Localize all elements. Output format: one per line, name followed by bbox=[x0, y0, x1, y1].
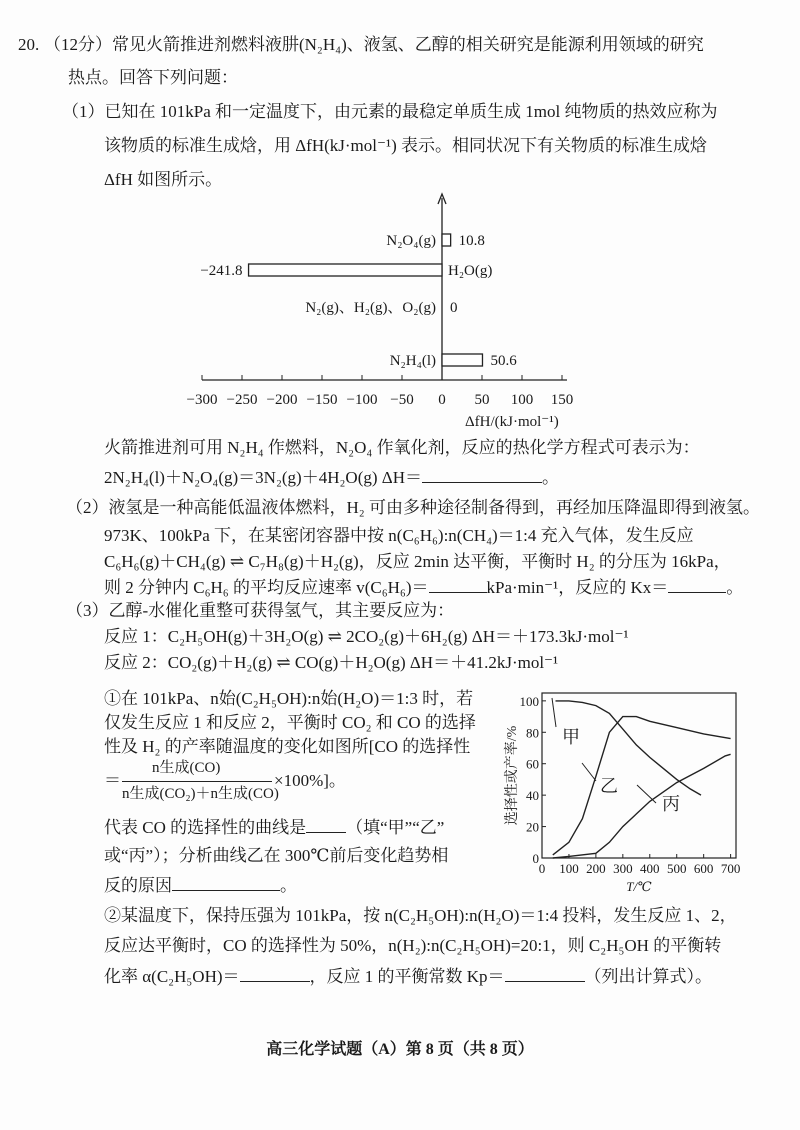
x-tick-label: 500 bbox=[666, 861, 687, 876]
x-tick-label: −300 bbox=[186, 392, 218, 408]
fraction-numerator: n生成(CO) bbox=[152, 760, 221, 776]
kx-answer-blank[interactable] bbox=[668, 576, 726, 593]
series-leader-line bbox=[637, 785, 656, 803]
bar-category-label: N₂(g)、H₂(g)、O₂(g) bbox=[305, 300, 436, 316]
question-text-line: 热点。回答下列问题： bbox=[68, 68, 238, 87]
part1-equation bbox=[104, 466, 559, 489]
kx-question: kPa·min⁻¹，反应的 Kx＝ bbox=[486, 578, 669, 597]
page-footer: 高三化学试题（A）第 8 页（共 8 页） bbox=[266, 1041, 534, 1058]
conversion-question: 化率 α(C₂H₅OH)＝ bbox=[104, 967, 240, 986]
x-tick-label: 100 bbox=[510, 392, 534, 408]
conversion-answer-blank[interactable] bbox=[240, 965, 310, 982]
x-tick-label: 150 bbox=[550, 392, 574, 408]
question-text-line: 该物质的标准生成焓，用 ΔfH(kJ·mol⁻¹) 表示。相同状况下有关物质的标准生成焓 bbox=[104, 136, 707, 155]
series-label: 乙 bbox=[600, 776, 618, 796]
x-tick-label: 700 bbox=[720, 861, 741, 876]
part2-text: C₆H₆(g)＋CH₄(g) ⇌ C₇H₈(g)＋H₂(g)，反应 2min 达平衡，平衡时 H₂ 的分压为 16kPa， bbox=[104, 552, 731, 571]
series-leader-line bbox=[552, 698, 556, 727]
x-tick-label: −150 bbox=[306, 392, 338, 408]
y-tick-label: 0 bbox=[532, 851, 539, 866]
series-line-丙 bbox=[553, 754, 731, 858]
x-tick-label: 0 bbox=[538, 861, 546, 876]
x-tick-label: 0 bbox=[438, 392, 446, 408]
part3-q2 bbox=[104, 965, 712, 988]
equation-text: 2N₂H₄(l)＋N₂O₄(g)＝3N₂(g)＋4H₂O(g) ΔH＝ bbox=[104, 468, 422, 487]
curve-question: 代表 CO 的选择性的曲线是 bbox=[104, 818, 307, 837]
series-label: 甲 bbox=[562, 727, 580, 747]
x-axis-label: T/℃ bbox=[626, 879, 652, 894]
fraction-tail: ×100%]。 bbox=[274, 771, 346, 790]
part3-q1: 性及 H₂ 的产率随温度的变化如图所[CO 的选择性 bbox=[104, 737, 471, 756]
x-tick-label: 50 bbox=[474, 392, 490, 408]
part3-q1b bbox=[104, 816, 444, 839]
bar-value-label: 10.8 bbox=[458, 233, 485, 249]
y-tick-label: 60 bbox=[526, 756, 539, 772]
y-tick-label: 100 bbox=[519, 693, 539, 709]
punct: 。 bbox=[280, 876, 297, 895]
enthalpy-bar-chart bbox=[0, 190, 800, 435]
kp-answer-blank[interactable] bbox=[505, 965, 585, 982]
question-text-line: ΔfH 如图所示。 bbox=[104, 170, 223, 189]
part3-q1: ①在 101kPa、n始(C₂H₅OH):n始(H₂O)＝1:3 时，若 bbox=[104, 689, 474, 708]
selectivity-line-chart bbox=[500, 685, 760, 900]
bar bbox=[442, 234, 451, 246]
x-tick-label: 200 bbox=[586, 861, 606, 876]
bar-value-label: −241.8 bbox=[200, 263, 243, 279]
reason-answer-blank[interactable] bbox=[172, 874, 280, 891]
reason-question: 反的原因 bbox=[104, 876, 172, 895]
fraction-bar bbox=[122, 781, 272, 782]
co-selectivity-formula bbox=[100, 756, 430, 808]
fraction-denominator: n生成(CO₂)＋n生成(CO) bbox=[122, 786, 279, 802]
rate-question: 则 2 分钟内 C₆H₆ 的平均反应速率 v(C₆H₆)＝ bbox=[104, 578, 429, 597]
bar-category-label: N₂H₄(l) bbox=[389, 353, 436, 369]
x-tick-label: 300 bbox=[613, 861, 633, 876]
punct: 。 bbox=[541, 468, 559, 487]
part3-q2: ②某温度下，保持压强为 101kPa，按 n(C₂H₅OH):n(H₂O)＝1:4 投料，发生反应 1、2， bbox=[104, 906, 737, 925]
y-axis-label: 选择性或产率/% bbox=[505, 725, 520, 826]
bar bbox=[249, 264, 442, 276]
x-tick-label: 600 bbox=[693, 861, 714, 876]
y-tick-label: 80 bbox=[526, 725, 539, 741]
rate-answer-blank[interactable] bbox=[429, 576, 487, 593]
x-axis-label: ΔfH/(kJ·mol⁻¹) bbox=[465, 414, 559, 430]
part3-intro: （3）乙醇-水催化重整可获得氢气，其主要反应为： bbox=[66, 601, 455, 620]
y-tick-label: 40 bbox=[526, 788, 539, 804]
x-tick-label: −100 bbox=[346, 392, 378, 408]
reaction-2: 反应 2：CO₂(g)＋H₂(g) ⇌ CO(g)＋H₂O(g) ΔH＝＋41.2kJ·mol⁻¹ bbox=[104, 653, 559, 672]
y-tick-label: 20 bbox=[526, 819, 539, 835]
x-tick-label: −50 bbox=[390, 392, 414, 408]
hint: （填“甲”“乙” bbox=[346, 818, 445, 837]
equals: ＝ bbox=[104, 771, 121, 790]
kp-question: ，反应 1 的平衡常数 Kp＝ bbox=[309, 967, 505, 986]
bar-value-label: 50.6 bbox=[490, 353, 517, 369]
x-tick-label: 400 bbox=[640, 861, 660, 876]
punct: 。 bbox=[726, 578, 744, 597]
reaction-1: 反应 1：C₂H₅OH(g)＋3H₂O(g) ⇌ 2CO₂(g)＋6H₂(g) ΔH＝＋173.3kJ·mol⁻¹ bbox=[104, 627, 629, 646]
part1-text: 火箭推进剂可用 N₂H₄ 作燃料，N₂O₄ 作氧化剂，反应的热化学方程式可表示为： bbox=[104, 438, 700, 457]
bar-category-label: N₂O₄(g) bbox=[386, 233, 436, 249]
question-number: 20. bbox=[18, 35, 40, 54]
question-text-line: （12分）常见火箭推进剂燃料液肼(N₂H₄)、液氢、乙醇的相关研究是能源利用领域的研究 bbox=[44, 35, 704, 54]
bar-value-label: 0 bbox=[450, 300, 458, 316]
bar-category-label: H₂O(g) bbox=[448, 263, 493, 279]
answer-blank[interactable] bbox=[422, 466, 542, 483]
curve-answer-blank[interactable] bbox=[306, 816, 346, 833]
part2-question bbox=[104, 576, 743, 599]
part3-q1b: 或“丙”）；分析曲线乙在 300℃前后变化趋势相 bbox=[104, 846, 449, 865]
series-leader-line bbox=[582, 763, 596, 781]
part2-text: 973K、100kPa 下，在某密闭容器中按 n(C₆H₆):n(CH₄)＝1:4 充入气体，发生反应 bbox=[104, 526, 694, 545]
x-tick-label: −200 bbox=[266, 392, 298, 408]
x-tick-label: −250 bbox=[226, 392, 258, 408]
part3-q1: 仅发生反应 1 和反应 2，平衡时 CO₂ 和 CO 的选择 bbox=[104, 713, 476, 732]
question-text-line: （1）已知在 101kPa 和一定温度下，由元素的最稳定单质生成 1mol 纯物质的热效应称为 bbox=[62, 102, 718, 121]
part3-q2: 反应达平衡时，CO 的选择性为 50%，n(H₂):n(C₂H₅OH)=20:1，则 C₂H₅OH 的平衡转 bbox=[104, 936, 722, 955]
part2-text: （2）液氢是一种高能低温液体燃料，H₂ 可由多种途径制备得到，再经加压降温即得到液氢。 bbox=[66, 498, 760, 517]
x-tick-label: 100 bbox=[559, 861, 579, 876]
hint: （列出计算式）。 bbox=[584, 967, 713, 986]
part3-q1b bbox=[104, 874, 297, 897]
series-label: 丙 bbox=[662, 794, 680, 814]
bar bbox=[442, 354, 482, 366]
